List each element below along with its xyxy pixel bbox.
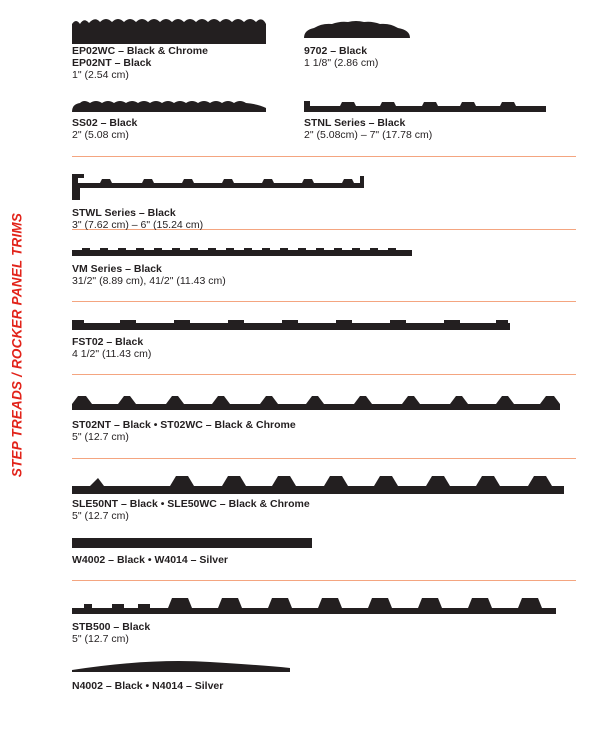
product-label-sle50: SLE50NT – Black • SLE50WC – Black & Chrome 5" (12.7 cm) — [72, 498, 310, 522]
profile-sle50 — [72, 476, 564, 494]
profile-st02 — [72, 396, 560, 410]
profile-stwl — [72, 174, 364, 200]
product-label-w4002: W4002 – Black • W4014 – Silver — [72, 554, 229, 566]
profile-ep02 — [72, 19, 266, 44]
profile-9702 — [304, 21, 410, 38]
product-label-ss02: SS02 – Black 2" (5.08 cm) — [72, 117, 138, 141]
product-label-ep02: EP02WC – Black & Chrome EP02NT – Black 1" (2.54 cm) — [72, 45, 208, 81]
product-label-stnl: STNL Series – Black 2" (5.08cm) – 7" (17.78 cm) — [304, 117, 433, 141]
product-label-stwl: STWL Series – Black 3" (7.62 cm) – 6" (15.24 cm) — [72, 207, 204, 231]
profile-vm — [72, 248, 412, 256]
divider — [72, 301, 576, 302]
product-label-n4002: N4002 – Black • N4014 – Silver — [72, 680, 224, 692]
profile-stnl — [304, 101, 546, 112]
divider — [72, 458, 576, 459]
divider — [72, 580, 576, 581]
product-label-stb500: STB500 – Black 5" (12.7 cm) — [72, 621, 151, 645]
divider — [72, 156, 576, 157]
divider — [72, 374, 576, 375]
profile-w4002 — [72, 538, 312, 548]
profile-n4002 — [72, 661, 290, 672]
product-label-9702: 9702 – Black 1 1/8" (2.86 cm) — [304, 45, 379, 69]
product-label-fst02: FST02 – Black 4 1/2" (11.43 cm) — [72, 336, 152, 360]
product-label-vm: VM Series – Black 31/2" (8.89 cm), 41/2" (11.43 cm) — [72, 263, 226, 287]
profile-ss02 — [72, 101, 266, 112]
profile-stb500 — [72, 598, 556, 614]
product-label-st02: ST02NT – Black • ST02WC – Black & Chrome 5" (12.7 cm) — [72, 419, 296, 443]
profile-fst02 — [72, 320, 510, 330]
